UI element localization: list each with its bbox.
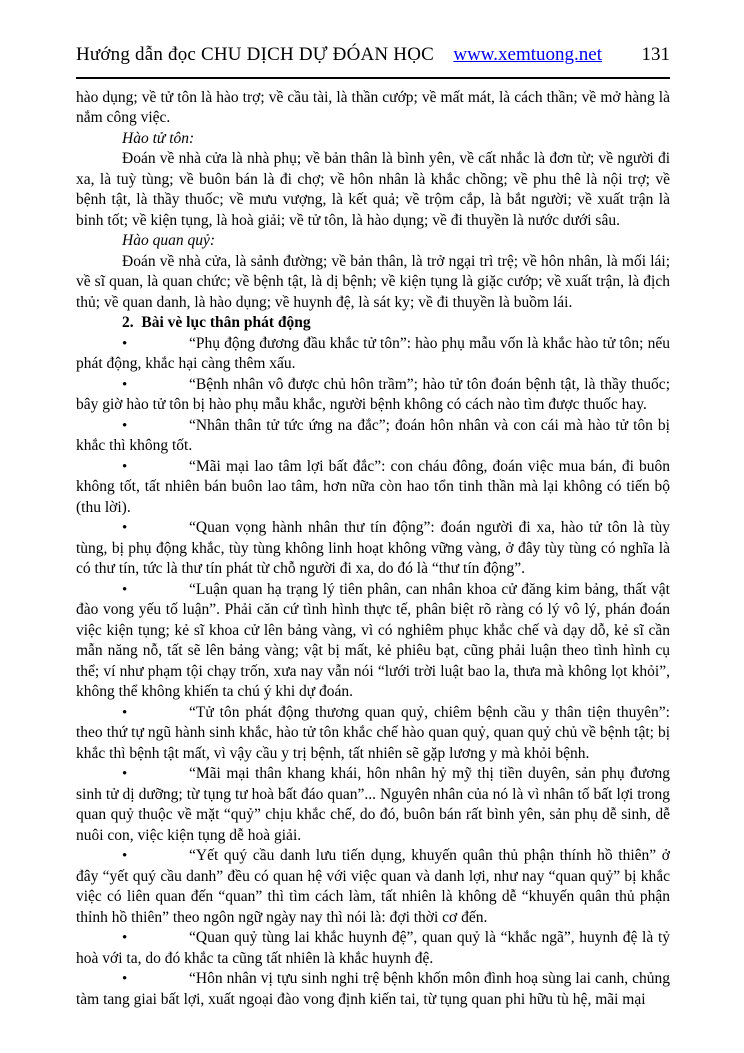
bullet-item-text: “Quan vọng hành nhân thư tín động”: đoán người đi xa, hào tử tôn là tùy tùng, bị phụ động khắc, tùy tùng không linh hoạt không vững vàng, ở đây tùy tùng có nghĩa là có thư tín, tức là thư tín phát từ chỗ người đi xa, do đó là “thư tín động”.	[76, 519, 670, 578]
header-website-link[interactable]: www.xemtuong.net	[453, 44, 602, 65]
bullet-item-text: “Tử tôn phát động thương quan quỷ, chiêm bệnh cầu y thân tiện thuyên”: theo thứ tự ngũ hành sinh khắc, hào tử tôn khắc chế hào quan quỷ, quan quỷ chủ về bệnh tật; bị khắc thì bệnh tật mất, vì vậy cầu y trị bệnh, tất nhiên sẽ gặp lương y mà khỏi bệnh.	[76, 703, 670, 762]
bullet-item-text: “Quan quỷ tùng lai khắc huynh đệ”, quan quỷ là “khắc ngã”, huynh đệ là tỷ hoà với ta, do đó khắc ta cũng tất nhiên là khắc huynh đệ.	[76, 929, 670, 967]
bullet-item	[76, 703, 670, 765]
bullet-icon: •	[122, 458, 128, 475]
bullet-item-text: “Luận quan hạ trạng lý tiên phân, can nhân khoa cử đăng kim bảng, thất vật đào vong yếu tố luận”. Phải căn cứ tình hình thực tế, phân biệt rõ ràng có lý vô lý, phán đoán việc kiện tụng; kẻ sĩ khoa cử lên bảng vàng, vì có nghiêm phục khắc chế và dạy dỗ, kẻ sĩ cần mẫn năng nỗ, tất sẽ lên bảng vàng; vật bị mất, kẻ phiêu bạt, cũng phải luận theo tình hình cụ thể; ví như phạm tội chạy trốn, xưa nay vẫn nói “lưới trời luật bao la, thưa mà không lọt khỏi”, không thể không khiến ta chú ý khi dự đoán.	[76, 580, 670, 701]
subsection-label: Hào tử tôn:	[122, 129, 195, 147]
paragraph: Đoán về nhà cửa là nhà phụ; về bản thân là bình yên, về cất nhắc là đơn từ; về người đi xa, là tuỳ tùng; về buôn bán là đi chợ; về hôn nhân là khắc chồng; về phu thê là nội trợ; về bệnh tật, là thầy thuốc; về mưu vượng, là kết quả; về trộm cắp, là bắt người; về xuất trận là binh tốt; về kiện tụng, là hoà giải; về tử tôn, là hào dụng; về đi thuyền là nước dưới sâu.	[76, 150, 670, 229]
page-number: 131	[641, 44, 670, 65]
bullet-item-text: “Yết quý cầu danh lưu tiến dụng, khuyến quân thủ phận thính hồ thiên” ở đây “yết quý cầu danh” đều có quan hệ với việc quan và danh lợi, như nay “quan quỷ” bị khắc việc có liên quan đến “quan” thì tìm cách làm, tất nhiên là không dễ “khuyến quân thủ phận thỉnh hồ thiên” theo ngôn ngữ ngày nay thì nói là: đợi thời cơ đến.	[76, 847, 670, 926]
document-body	[76, 88, 670, 1011]
bullet-icon: •	[122, 417, 128, 434]
bullet-item-text: “Mãi mại lao tâm lợi bất đắc”: con cháu đông, đoán việc mua bán, đi buôn không tốt, tất nhiên bán buôn lao tâm, hơn nữa còn hao tổn tinh thần mà lại không có tiến bộ (thu lời).	[76, 457, 670, 516]
bullet-item	[76, 457, 670, 519]
paragraph: hào dụng; về tử tôn là hào trợ; về cầu tài, là thần cướp; về mất mát, là cách thần; về mở hàng là nắm công việc.	[76, 88, 670, 127]
section-heading: 2. Bài vè lục thân phát động	[122, 314, 311, 332]
page-header-title: Hướng dẫn đọc CHU DỊCH DỰ ĐÓAN HỌC	[76, 44, 435, 65]
bullet-icon: •	[122, 848, 128, 865]
bullet-item-text: “Hôn nhân vị tựu sinh nghi trệ bệnh khốn môn đình hoạ sùng lai canh, chủng tàm tang giai bất lợi, xuất ngoại đào vong định kiến tai, từ tụng quan phi hữu tù hệ, mãi mại	[76, 970, 670, 1008]
bullet-icon: •	[122, 766, 128, 783]
bullet-item-text: “Nhân thân tử tức ứng na đắc”; đoán hôn nhân và con cái mà hào tử tôn bị khắc thì không tốt.	[76, 416, 670, 455]
bullet-icon: •	[122, 704, 128, 721]
bullet-item	[76, 580, 670, 703]
bullet-icon: •	[122, 581, 128, 598]
bullet-item	[76, 764, 670, 846]
bullet-icon: •	[122, 335, 128, 352]
bullet-icon: •	[122, 930, 128, 947]
bullet-icon: •	[122, 971, 128, 988]
bullet-item	[76, 928, 670, 969]
bullet-item	[76, 334, 670, 375]
page-header	[76, 45, 670, 79]
paragraph: Đoán về nhà cửa, là sảnh đường; về bản thân, là trở ngại trì trệ; về hôn nhân, là mối lái; về sĩ quan, là quan chức; về bệnh tật, là dị bệnh; về kiện tụng là giặc cướp; về xuất trận, là địch thủ; về quan danh, là hào dụng; về huynh đệ, là sát ky; về đi thuyền là buồm lái.	[76, 252, 670, 311]
bullet-item-text: “Phụ động đương đầu khắc tử tôn”: hào phụ mẫu vốn là khắc hào tử tôn; nếu phát động, khắc hại càng thêm xấu.	[76, 334, 670, 373]
bullet-item	[76, 375, 670, 416]
bullet-icon: •	[122, 520, 128, 537]
subsection-label: Hào quan quỷ:	[122, 232, 215, 250]
bullet-item	[76, 416, 670, 457]
bullet-item	[76, 846, 670, 928]
bullet-icon: •	[122, 376, 128, 393]
bullet-item	[76, 969, 670, 1010]
bullet-item-text: “Mãi mại thân khang khái, hôn nhân hỷ mỹ thị tiền duyên, sản phụ đương sinh tử dị dưỡng; từ tụng tư hoà bất đáo quan”... Nguyên nhân của nó là vì nhân tố bất lợi trong quan quỷ thuộc về mặt “quỷ” chịu khắc chế, do đó, buôn bán rất bình yên, sản phụ dễ sinh, dễ nuôi con, việc kiện tụng dễ hoà giải.	[76, 765, 670, 844]
bullet-item-text: “Bệnh nhân vô được chủ hôn trầm”; hào tử tôn đoán bệnh tật, là thầy thuốc; bây giờ hào tử tôn bị hào phụ mẫu khắc, người bệnh không có cách nào tìm được thuốc hay.	[76, 375, 670, 414]
bullet-item	[76, 518, 670, 580]
